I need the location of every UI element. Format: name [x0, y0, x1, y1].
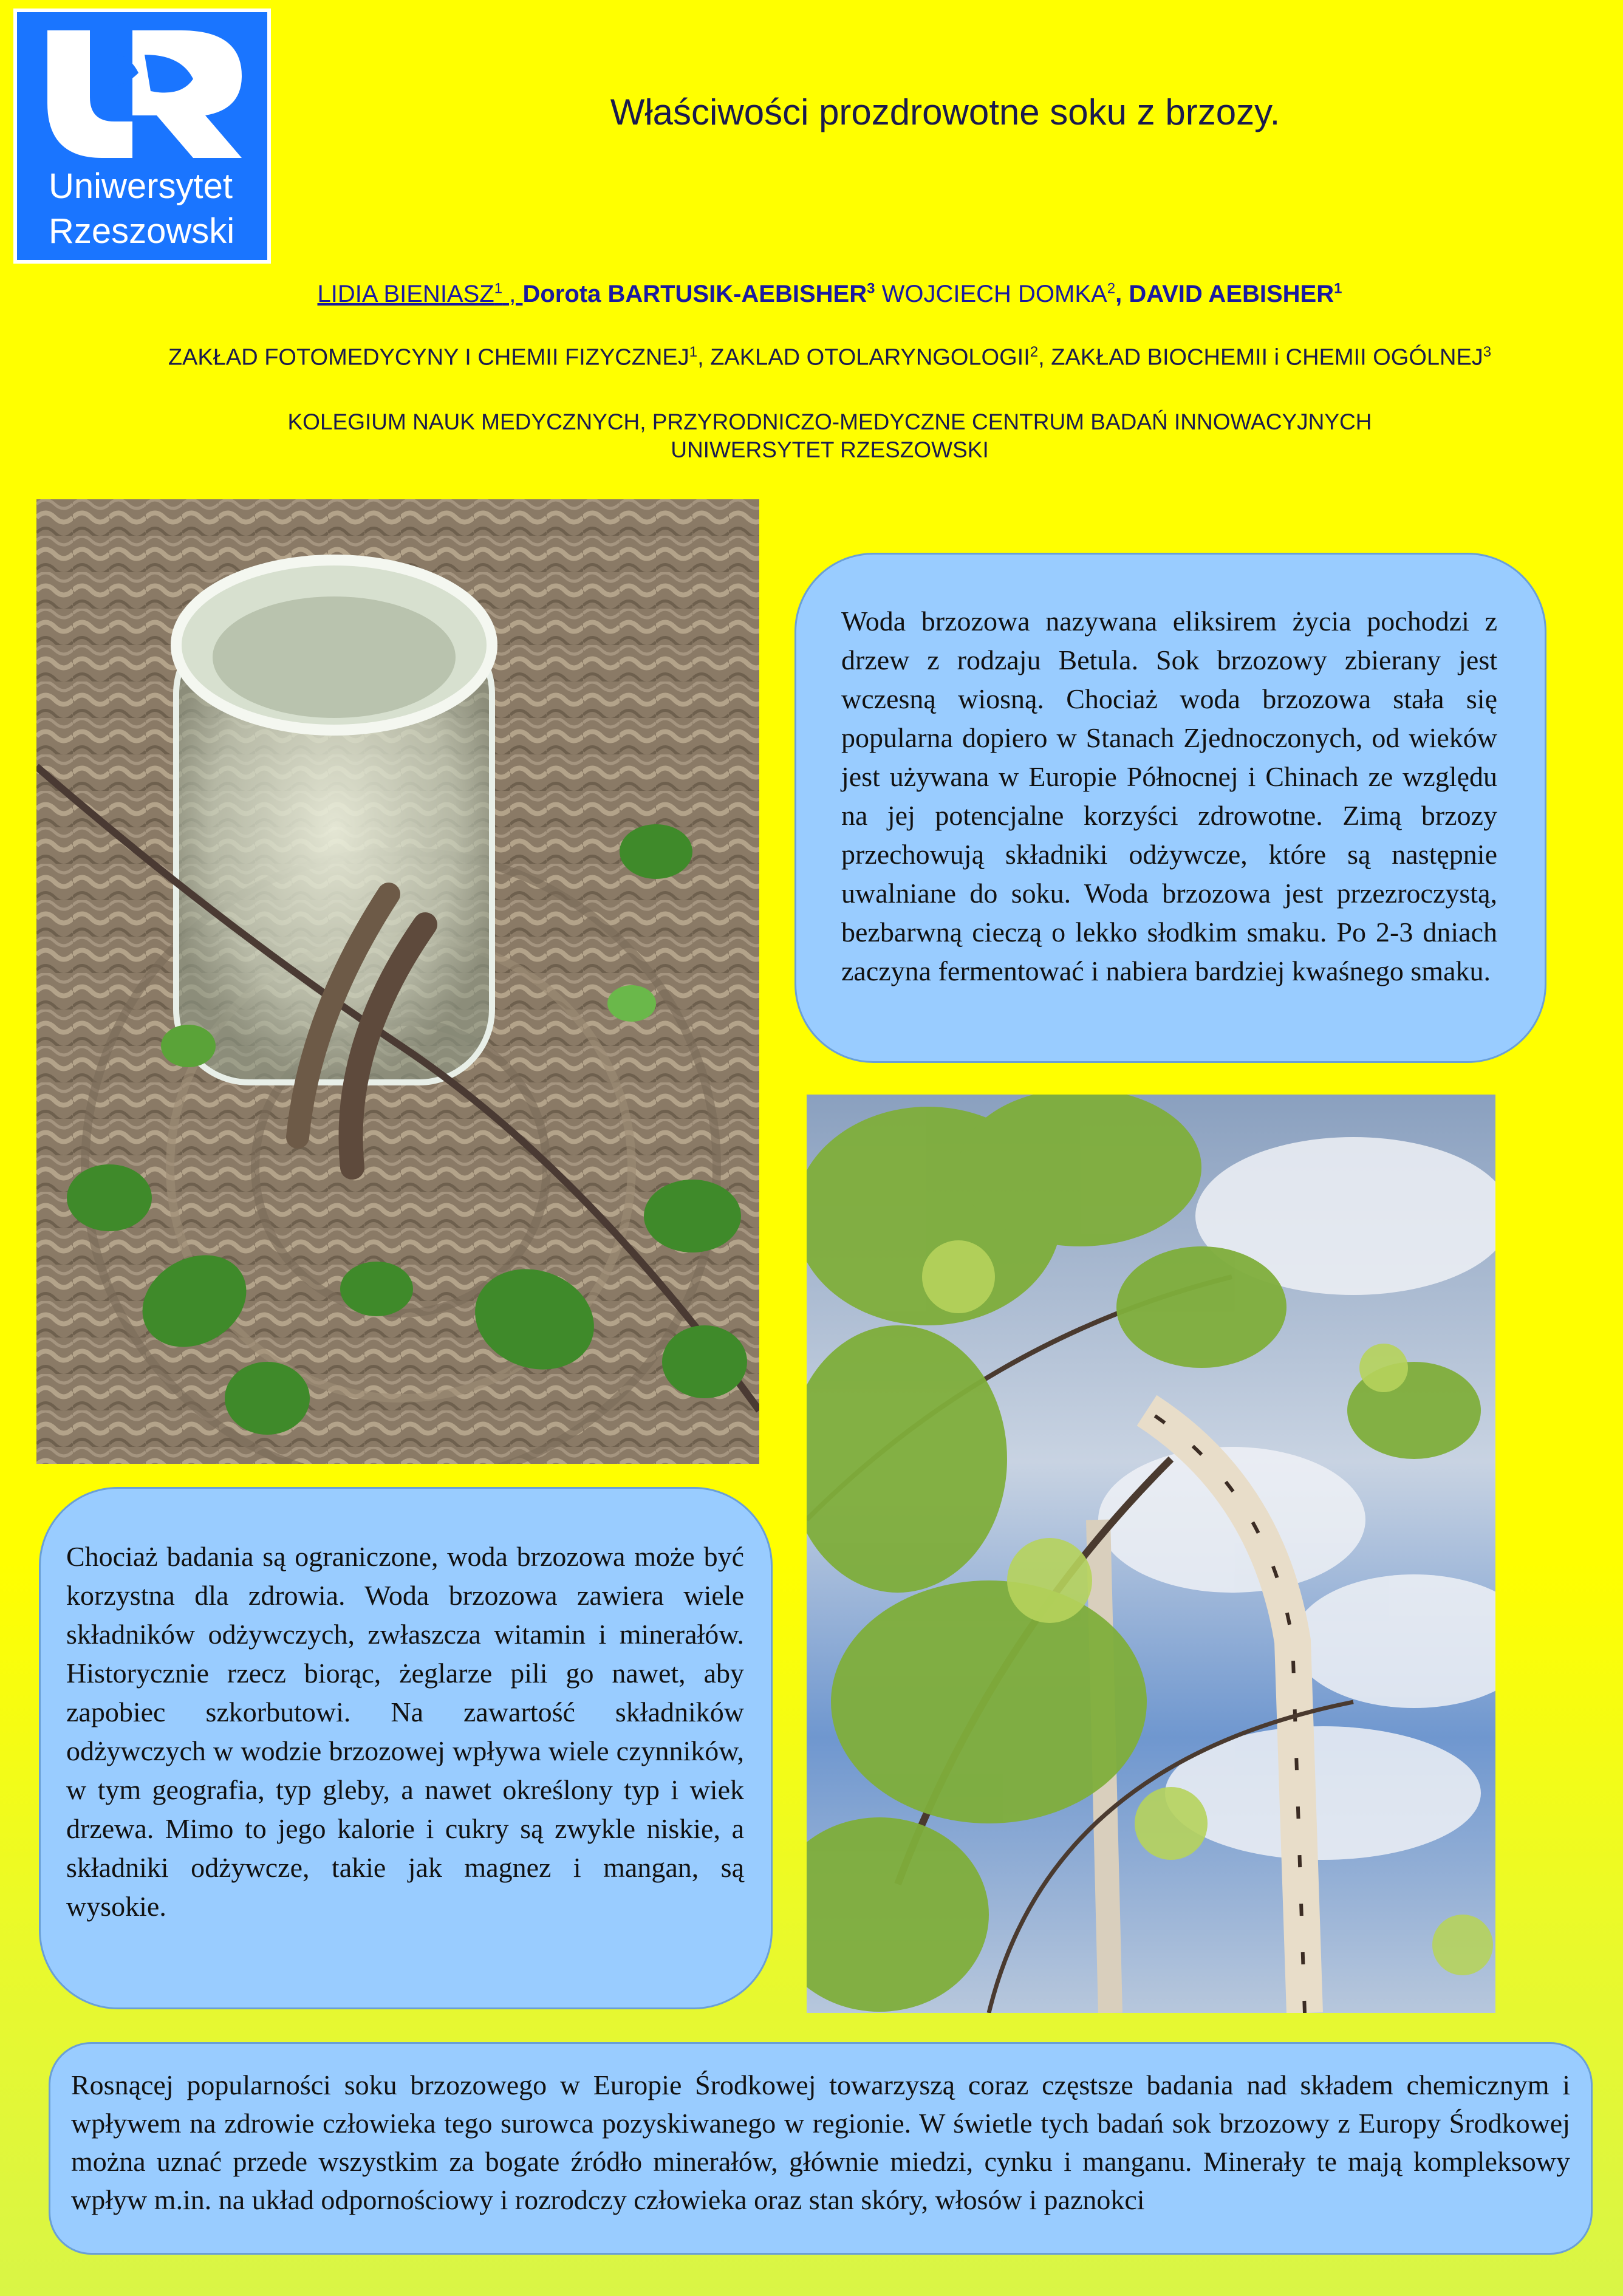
university-logo: [13, 9, 271, 264]
authors-line: [73, 281, 1587, 308]
institution-line-2: UNIWERSYTET RZESZOWSKI: [671, 437, 989, 462]
text-box-conclusion: [49, 2042, 1593, 2255]
logo-text: [49, 164, 234, 254]
logo-line-2: Rzeszowski: [49, 211, 235, 251]
intro-paragraph: Woda brzozowa nazywana eliksirem życia pochodzi z drzew z rodzaju Betula. Sok brzozowy zbierany jest wczesną wiosną. Chociaż woda brzozowa stała się popularna dopiero w Stanach Zjednoczonych, od wieków jest używana w Europie Północnej i Chinach ze względu na jej potencjalne korzyści zdrowotne. Zimą brzozy przechowują składniki odżywcze, które są następnie uwalniane do soku. Woda brzozowa jest przezroczystą, bezbarwną cieczą o lekko słodkim smaku. Po 2-3 dniach zaczyna fermentować i nabiera bardziej kwaśnego smaku.: [841, 606, 1497, 986]
conclusion-paragraph: Rosnącej popularności soku brzozowego w Europie Środkowej towarzyszą coraz częstsze badania nad składem chemicznym i wpływem na zdrowie człowieka tego surowca pozyskiwanego w regionie. W świetle tych badań sok brzozowy z Europy Środkowej można uznać przede wszystkim za bogate źródło minerałów, głównie miedzi, cynku i manganu. Minerały te mają kompleksowy wpływ m.in. na układ odpornościowy i rozrodczy człowieka oraz stan skóry, włosów i paznokci: [71, 2069, 1570, 2215]
author-2: Dorota BARTUSIK-AEBISHER$^3$: [522, 281, 875, 308]
author-4: , DAVID AEBISHER$^1$: [1115, 281, 1342, 308]
photo-jar-birch-catkins: [36, 499, 759, 1464]
text-box-intro: [794, 553, 1546, 1063]
logo-line-1: Uniwersytet: [49, 166, 233, 206]
author-3: WOJCIECH DOMKA$^2$: [875, 281, 1116, 308]
photo-birch-tree-sky: [807, 1095, 1495, 2013]
affiliations-line: ZAKŁAD FOTOMEDYCYNY I CHEMII FIZYCZNEJ$^1$, ZAKLAD OTOLARYNGOLOGII$^2$, ZAKŁAD BIOCHEMII i CHEMII OGÓLNEJ$^3$: [168, 344, 1492, 371]
institution: [182, 408, 1477, 464]
poster-title: Właściwości prozdrowotne soku z brzozy.: [610, 92, 1280, 132]
text-box-health: [39, 1487, 773, 2009]
health-paragraph: Chociaż badania są ograniczone, woda brzozowa może być korzystna dla zdrowia. Woda brzozowa zawiera wiele składników odżywczych, zwłaszcza witamin i minerałów. Historycznie rzecz biorąc, żeglarze pili go nawet, aby zapobiec szkorbutowi. Na zawartość składników odżywczych w wodzie brzozowej wpływa wiele czynników, w tym geografia, typ gleby, a nawet określony typ i wiek drzewa. Mimo to jego kalorie i cukry są zwykle niskie, a składniki odżywcze, takie jak magnez i mangan, są wysokie.: [66, 1541, 744, 1922]
author-1: LIDIA BIENIASZ$^1$ ,: [317, 281, 523, 308]
institution-line-1: KOLEGIUM NAUK MEDYCZNYCH, PRZYRODNICZO-MEDYCZNE CENTRUM BADAŃ INNOWACYJNYCH: [287, 409, 1372, 434]
ur-logo-icon: [41, 30, 248, 158]
